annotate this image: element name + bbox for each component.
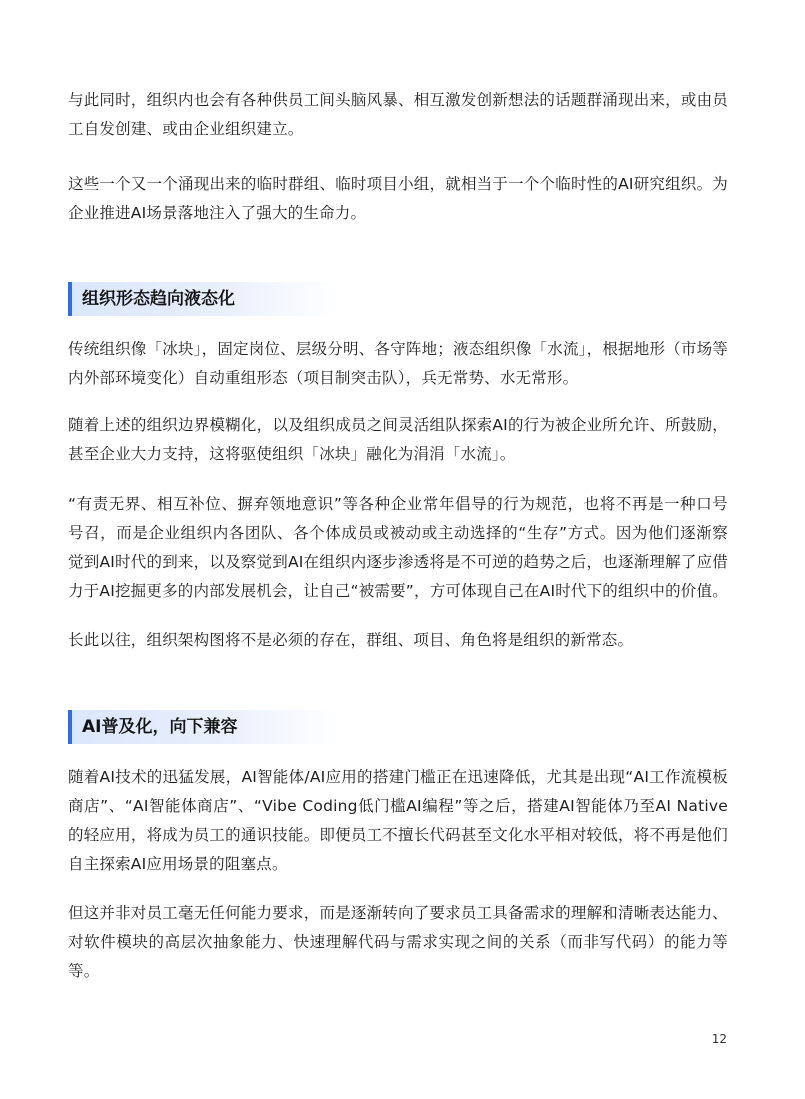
heading-accent-bar	[68, 282, 72, 316]
section-heading-ai-popularization	[68, 710, 338, 744]
paragraph: 传统组织像「冰块」，固定岗位、层级分明、各守阵地；液态组织像「水流」，根据地形（市场等内外部环境变化）自动重组形态（项目制突击队），兵无常势、水无常形。	[68, 340, 728, 387]
heading-accent-bar	[68, 710, 72, 744]
paragraph: 这些一个又一个涌现出来的临时群组、临时项目小组，就相当于一个个临时性的AI研究组织。为企业推进AI场景落地注入了强大的生命力。	[68, 175, 728, 222]
paragraph: 与此同时，组织内也会有各种供员工间头脑风暴、相互激发创新想法的话题群涌现出来，或由员工自发创建、或由企业组织建立。	[68, 91, 728, 138]
paragraph: 但这并非对员工毫无任何能力要求，而是逐渐转向了要求员工具备需求的理解和清晰表达能力、对软件模块的高层次抽象能力、快速理解代码与需求实现之间的关系（而非写代码）的能力等等。	[68, 904, 728, 980]
paragraph: 随着上述的组织边界模糊化，以及组织成员之间灵活组队探索AI的行为被企业所允许、所鼓励，甚至企业大力支持，这将驱使组织「冰块」融化为涓涓「水流」。	[68, 416, 728, 463]
section-heading-liquid-organization	[68, 282, 338, 316]
section-heading-text: AI普及化，向下兼容	[82, 717, 238, 737]
paragraph: “有责无界、相互补位、摒弃领地意识”等各种企业常年倡导的行为规范，也将不再是一种口号号召，而是企业组织内各团队、各个体成员或被动或主动选择的“生存”方式。因为他们逐渐察觉到AI时代的到来，以及察觉到AI在组织内逐步渗透将是不可逆的趋势之后，也逐渐理解了应借力于AI挖掘更多的内部发展机会，让自己“被需要”，方可体现自己在AI时代下的组织中的价值。	[68, 495, 728, 600]
paragraph: 随着AI技术的迅猛发展，AI智能体/AI应用的搭建门槛正在迅速降低，尤其是出现“AI工作流模板商店”、“AI智能体商店”、“Vibe Coding低门槛AI编程”等之后，搭建AI智能体乃至AI Native的轻应用，将成为员工的通识技能。即便员工不擅长代码甚至文化水平相对较低，将不再是他们自主探索AI应用场景的阻塞点。	[68, 768, 728, 873]
page-number: 12	[711, 1032, 727, 1046]
paragraph: 长此以往，组织架构图将不是必须的存在，群组、项目、角色将是组织的新常态。	[68, 631, 634, 649]
section-heading-text: 组织形态趋向液态化	[82, 289, 235, 309]
